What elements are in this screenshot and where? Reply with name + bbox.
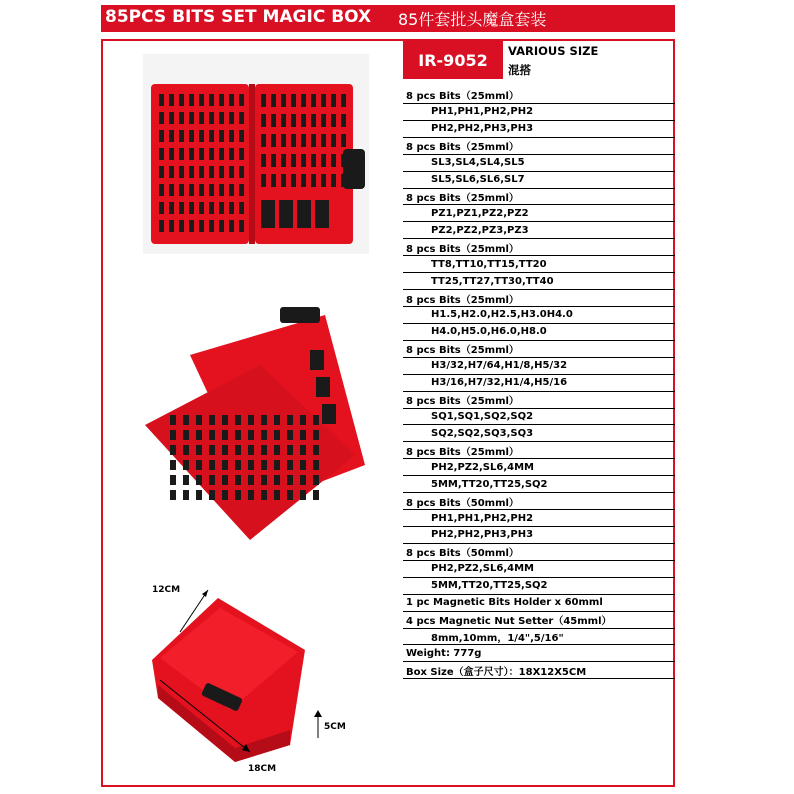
bit-icon (274, 460, 280, 470)
bit-icon (189, 166, 194, 178)
bit-icon (209, 130, 214, 142)
bit-icon (331, 154, 336, 167)
bit-icon (159, 202, 164, 214)
bit-icon (219, 166, 224, 178)
various-size-label: VARIOUS SIZE (508, 44, 599, 58)
spec-heading: 8 pcs Bits（50mml） (403, 493, 675, 510)
bit-icon (311, 174, 316, 187)
bit-icon (169, 166, 174, 178)
spec-item: H3/32,H7/64,H1/8,H5/32 (403, 358, 675, 375)
bit-icon (248, 430, 254, 440)
bit-icon (209, 490, 215, 500)
bit-icon (331, 174, 336, 187)
bit-icon (311, 94, 316, 107)
bit-icon (301, 174, 306, 187)
spec-heading: 8 pcs Bits（25mml） (403, 290, 675, 307)
spec-item: PH2,PZ2,SL6,4MM (403, 459, 675, 476)
bit-icon (170, 430, 176, 440)
header-banner (101, 5, 675, 32)
bit-icon (313, 445, 319, 455)
bit-icon (239, 112, 244, 124)
bit-icon (209, 94, 214, 106)
bit-icon (261, 94, 266, 107)
bit-icon (271, 134, 276, 147)
bit-icon (219, 94, 224, 106)
bit-icon (291, 114, 296, 127)
bit-icon (300, 445, 306, 455)
bit-icon (170, 475, 176, 485)
bit-icon (261, 490, 267, 500)
bit-icon (300, 415, 306, 425)
spec-heading: 8 pcs Bits（50mml） (403, 544, 675, 561)
bit-icon (341, 114, 346, 127)
bit-icon (229, 184, 234, 196)
bit-icon (313, 430, 319, 440)
bit-icon (271, 94, 276, 107)
bit-icon (313, 460, 319, 470)
bit-icon (239, 184, 244, 196)
bit-icon (261, 415, 267, 425)
bit-icon (179, 130, 184, 142)
bit-icon (239, 94, 244, 106)
spec-item: H1.5,H2.0,H2.5,H3.0H4.0 (403, 307, 675, 324)
bit-icon (321, 134, 326, 147)
bit-icon (331, 114, 336, 127)
bit-icon (209, 220, 214, 232)
spec-item: SL3,SL4,SL4,SL5 (403, 155, 675, 172)
bit-icon (199, 184, 204, 196)
bit-icon (239, 166, 244, 178)
bit-icon (235, 415, 241, 425)
spec-item: TT25,TT27,TT30,TT40 (403, 273, 675, 290)
bit-icon (261, 460, 267, 470)
bit-icon (169, 130, 174, 142)
bit-icon (287, 490, 293, 500)
bit-icon (189, 130, 194, 142)
bit-icon (229, 202, 234, 214)
spec-item: PZ2,PZ2,PZ3,PZ3 (403, 222, 675, 239)
spec-item: H4.0,H5.0,H6.0,H8.0 (403, 324, 675, 341)
bit-icon (239, 220, 244, 232)
bit-icon (170, 445, 176, 455)
bit-icon (313, 490, 319, 500)
bit-icon (219, 202, 224, 214)
bit-icon (169, 112, 174, 124)
bit-icon (222, 490, 228, 500)
bit-icon (183, 475, 189, 485)
spec-item: PH2,PH2,PH3,PH3 (403, 527, 675, 544)
bit-icon (179, 94, 184, 106)
bit-icon (301, 94, 306, 107)
bit-icon (311, 114, 316, 127)
bit-icon (209, 112, 214, 124)
bit-icon (222, 415, 228, 425)
mix-label: 混搭 (508, 63, 531, 77)
spec-item: PH2,PZ2,SL6,4MM (403, 561, 675, 578)
bit-icon (261, 445, 267, 455)
bit-icon (281, 134, 286, 147)
bit-icon (235, 430, 241, 440)
bit-icon (229, 220, 234, 232)
bit-icon (199, 148, 204, 160)
bit-icon (199, 94, 204, 106)
bit-icon (321, 154, 326, 167)
spec-item: TT8,TT10,TT15,TT20 (403, 256, 675, 273)
bit-icon (169, 220, 174, 232)
bit-icon (239, 148, 244, 160)
bit-icon (170, 460, 176, 470)
bit-icon (169, 148, 174, 160)
bit-icon (169, 202, 174, 214)
bit-icon (313, 415, 319, 425)
bit-icon (169, 184, 174, 196)
bit-icon (183, 490, 189, 500)
title-cn: 85件套批头魔盒套装 (398, 10, 547, 29)
bit-icon (222, 460, 228, 470)
bit-icon (248, 475, 254, 485)
bit-icon (261, 430, 267, 440)
bit-icon (179, 148, 184, 160)
bit-icon (331, 94, 336, 107)
bit-icon (209, 415, 215, 425)
spec-item: PH2,PH2,PH3,PH3 (403, 121, 675, 138)
bit-icon (222, 430, 228, 440)
bit-icon (196, 415, 202, 425)
dim-width-label: 12CM (152, 585, 181, 595)
bit-icon (331, 134, 336, 147)
title-en: 85PCS BITS SET MAGIC BOX (105, 7, 372, 27)
bit-icon (281, 114, 286, 127)
bit-icon (199, 130, 204, 142)
bit-icon (287, 430, 293, 440)
bit-icon (219, 148, 224, 160)
bit-icon (219, 112, 224, 124)
bit-icon (183, 460, 189, 470)
bit-icon (196, 445, 202, 455)
bit-icon (291, 154, 296, 167)
bit-icon (179, 112, 184, 124)
spec-heading: 8 pcs Bits（25mml） (403, 189, 675, 206)
bit-icon (311, 154, 316, 167)
bit-icon (271, 114, 276, 127)
bit-icon (159, 94, 164, 106)
bit-icon (189, 112, 194, 124)
bit-icon (183, 430, 189, 440)
bit-icon (239, 130, 244, 142)
bit-icon (291, 134, 296, 147)
spec-heading: 8 pcs Bits（25mml） (403, 239, 675, 256)
bit-icon (196, 490, 202, 500)
bit-icon (248, 490, 254, 500)
spec-item: PZ1,PZ1,PZ2,PZ2 (403, 205, 675, 222)
bit-icon (287, 415, 293, 425)
bit-icon (179, 202, 184, 214)
spec-heading: 8 pcs Bits（25mml） (403, 442, 675, 459)
spec-heading: 8 pcs Bits（25mml） (403, 341, 675, 358)
bit-icon (159, 184, 164, 196)
spec-heading: 8 pcs Bits（25mml） (403, 392, 675, 409)
bit-icon (170, 415, 176, 425)
bit-icon (291, 174, 296, 187)
bit-icon (229, 130, 234, 142)
bit-icon (222, 475, 228, 485)
spec-heading: Box Size（盒子尺寸）：18X12X5CM (403, 662, 675, 679)
bit-icon (274, 430, 280, 440)
bit-icon (209, 202, 214, 214)
spec-item: PH1,PH1,PH2,PH2 (403, 104, 675, 121)
bit-icon (209, 460, 215, 470)
dim-height-label: 5CM (324, 722, 346, 732)
bit-icon (183, 445, 189, 455)
bit-icon (196, 430, 202, 440)
bit-icon (321, 174, 326, 187)
bit-icon (229, 112, 234, 124)
spec-heading: Weight: 777g (403, 645, 675, 662)
spec-item: SL5,SL6,SL6,SL7 (403, 172, 675, 189)
bit-icon (219, 130, 224, 142)
bit-icon (301, 134, 306, 147)
open-box-top-photo (143, 54, 369, 254)
bit-icon (300, 460, 306, 470)
bit-icon (287, 445, 293, 455)
bit-icon (219, 220, 224, 232)
bit-icon (341, 174, 346, 187)
bit-icon (209, 475, 215, 485)
bit-icon (196, 475, 202, 485)
spec-item: 5MM,TT20,TT25,SQ2 (403, 578, 675, 595)
bit-icon (235, 460, 241, 470)
bit-icon (209, 166, 214, 178)
bit-icon (271, 174, 276, 187)
bit-icon (274, 490, 280, 500)
bit-icon (248, 415, 254, 425)
bit-icon (209, 184, 214, 196)
bit-icon (222, 445, 228, 455)
bit-icon (159, 166, 164, 178)
bit-icon (179, 184, 184, 196)
bit-icon (169, 94, 174, 106)
bit-icon (261, 475, 267, 485)
spec-item: SQ2,SQ2,SQ3,SQ3 (403, 425, 675, 442)
bit-icon (209, 430, 215, 440)
bit-icon (248, 445, 254, 455)
bit-icon (179, 220, 184, 232)
bit-icon (196, 460, 202, 470)
bit-icon (229, 166, 234, 178)
model-badge: IR-9052 (403, 41, 503, 79)
closed-box-photo (140, 580, 370, 770)
bit-icon (235, 475, 241, 485)
bit-icon (229, 94, 234, 106)
bit-icon (281, 94, 286, 107)
bit-icon (189, 220, 194, 232)
bit-icon (159, 220, 164, 232)
bit-icon (300, 490, 306, 500)
bit-icon (321, 94, 326, 107)
spec-heading: 8 pcs Bits（25mml） (403, 138, 675, 155)
bit-icon (209, 445, 215, 455)
bit-icon (189, 94, 194, 106)
bit-icon (183, 415, 189, 425)
bit-icon (199, 220, 204, 232)
bit-icon (261, 134, 266, 147)
bit-icon (209, 148, 214, 160)
bit-icon (271, 154, 276, 167)
spec-list (403, 87, 675, 679)
bit-icon (261, 114, 266, 127)
bit-icon (321, 114, 326, 127)
bit-icon (261, 174, 266, 187)
bit-icon (300, 475, 306, 485)
bit-icon (219, 184, 224, 196)
open-box-angled-photo (140, 305, 370, 545)
bit-icon (313, 475, 319, 485)
bit-icon (159, 148, 164, 160)
bit-icon (287, 460, 293, 470)
bit-icon (199, 112, 204, 124)
bit-icon (341, 94, 346, 107)
bit-icon (235, 445, 241, 455)
bit-icon (235, 490, 241, 500)
bit-icon (301, 114, 306, 127)
spec-heading: 8 pcs Bits（25mml） (403, 87, 675, 104)
dim-length-label: 18CM (248, 764, 277, 774)
spec-heading: 1 pc Magnetic Bits Holder x 60mml (403, 595, 675, 612)
spec-item: H3/16,H7/32,H1/4,H5/16 (403, 375, 675, 392)
bit-icon (189, 202, 194, 214)
bit-icon (239, 202, 244, 214)
bit-icon (281, 154, 286, 167)
bit-icon (274, 475, 280, 485)
bit-icon (170, 490, 176, 500)
bit-icon (274, 445, 280, 455)
spec-item: PH1,PH1,PH2,PH2 (403, 510, 675, 527)
bit-icon (229, 148, 234, 160)
bit-icon (199, 202, 204, 214)
bit-icon (189, 184, 194, 196)
spec-item: SQ1,SQ1,SQ2,SQ2 (403, 409, 675, 426)
bit-icon (179, 166, 184, 178)
bit-icon (199, 166, 204, 178)
bit-icon (261, 154, 266, 167)
bit-icon (248, 460, 254, 470)
bit-icon (159, 130, 164, 142)
bit-icon (301, 154, 306, 167)
bit-icon (311, 134, 316, 147)
bit-icon (159, 112, 164, 124)
bit-icon (341, 134, 346, 147)
bit-icon (281, 174, 286, 187)
spec-item: 8mm,10mm，1/4",5/16" (403, 629, 675, 646)
spec-item: 5MM,TT20,TT25,SQ2 (403, 476, 675, 493)
spec-heading: 4 pcs Magnetic Nut Setter（45mml） (403, 612, 675, 629)
bit-icon (291, 94, 296, 107)
bit-icon (189, 148, 194, 160)
bit-icon (300, 430, 306, 440)
bit-icon (287, 475, 293, 485)
bit-icon (341, 154, 346, 167)
bit-icon (274, 415, 280, 425)
